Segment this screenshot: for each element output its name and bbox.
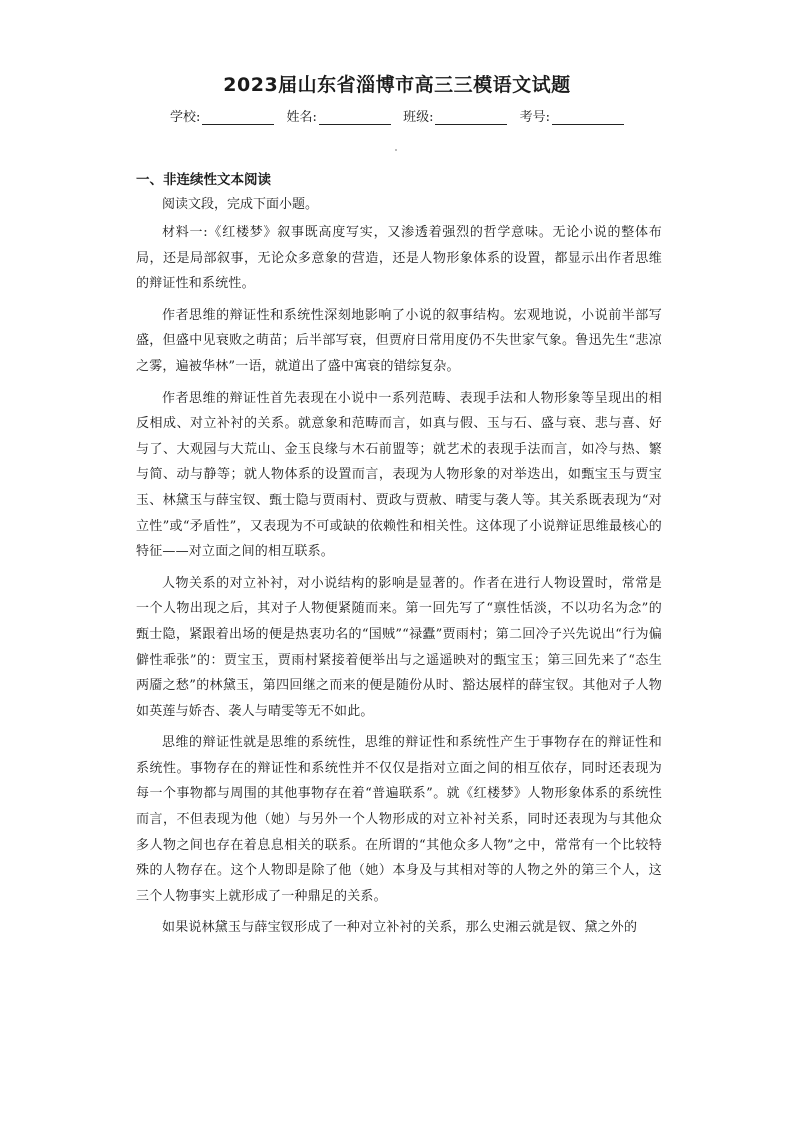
section-instruction: 阅读文段，完成下面小题。 [162, 197, 319, 212]
school-field [170, 106, 274, 125]
number-blank[interactable] [552, 110, 624, 125]
paragraph: 作者思维的辩证性和系统性深刻地影响了小说的叙事结构。宏观地说，小说前半部写盛，但盛中见衰败之萌苗；后半部写衰，但贾府日常用度仍不失世家气象。鲁迅先生“悲凉之雾，遍被华林”一语，就道出了盛中寓衰的错综复杂。 [136, 307, 662, 374]
name-field [287, 106, 391, 125]
name-blank[interactable] [319, 110, 391, 125]
number-label: 考号: [519, 110, 550, 125]
number-field [520, 106, 624, 125]
name-label: 姓名: [286, 110, 317, 125]
section-heading: 一、非连续性文本阅读 [136, 172, 271, 188]
class-field [403, 106, 507, 125]
paragraph: 作者思维的辩证性首先表现在小说中一系列范畴、表现手法和人物形象等呈现出的相反相成、对立补衬的关系。就意象和范畴而言，如真与假、玉与石、盛与衰、悲与喜、好与了、大观园与大荒山、金玉良缘与木石前盟等；就艺术的表现手法而言，如冷与热、繁与简、动与静等；就人物体系的设置而言，表现为人物形象的对举迭出，如甄宝玉与贾宝玉、林黛玉与薛宝钗、甄士隐与贾雨村、贾政与贾赦、晴雯与袭人等。其关系既表现为“对立性”或“矛盾性”，又表现为不可或缺的依赖性和相关性。这体现了小说辩证思维最核心的特征——对立面之间的相互联系。 [136, 390, 662, 560]
school-blank[interactable] [202, 110, 274, 125]
school-label: 学校: [170, 110, 201, 125]
student-info-row [0, 106, 794, 125]
page-title: 2023届山东省淄博市高三三模语文试题 [223, 74, 571, 96]
scan-dot [395, 149, 397, 151]
paragraph: 材料一:《红楼梦》叙事既高度写实，又渗透着强烈的哲学意味。无论小说的整体布局，还是局部叙事，无论众多意象的营造，还是人物形象体系的设置，都显示出作者思维的辩证性和系统性。 [136, 225, 662, 292]
reading-passage [136, 220, 662, 947]
paragraph: 人物关系的对立补衬，对小说结构的影响是显著的。作者在进行人物设置时，常常是一个人物出现之后，其对子人物便紧随而来。第一回先写了“禀性恬淡，不以功名为念”的甄士隐，紧跟着出场的便是热衷功名的“国贼”“禄蠹”贾雨村；第二回冷子兴先说出“行为偏僻性乖张”的：贾宝玉，贾雨村紧接着便举出与之遥遥映对的甄宝玉；第三回先来了“态生两靥之愁”的林黛玉，第四回继之而来的便是随份从时、豁达展样的薛宝钗。其他对子人物如英莲与娇杏、袭人与晴雯等无不如此。 [136, 575, 662, 719]
class-blank[interactable] [435, 110, 507, 125]
paragraph: 如果说林黛玉与薛宝钗形成了一种对立补衬的关系，那么史湘云就是钗、黛之外的 [162, 920, 638, 936]
paragraph: 思维的辩证性就是思维的系统性，思维的辩证性和系统性产生于事物存在的辩证性和系统性。事物存在的辩证性和系统性并不仅仅是指对立面之间的相互依存，同时还表现为每一个事物都与周围的其他事物存在着“普遍联系”。就《红楼梦》人物形象体系的系统性而言，不但表现为他（她）与另外一个人物形成的对立补衬关系，同时还表现为与其他众多人物之间也存在着息息相关的联系。在所谓的“其他众多人物”之中，常常有一个比较特殊的人物存在。这个人物即是除了他（她）本身及与其相对等的人物之外的第三个人，这三个人物事实上就形成了一种鼎足的关系。 [136, 735, 662, 904]
class-label: 班级: [403, 110, 434, 125]
